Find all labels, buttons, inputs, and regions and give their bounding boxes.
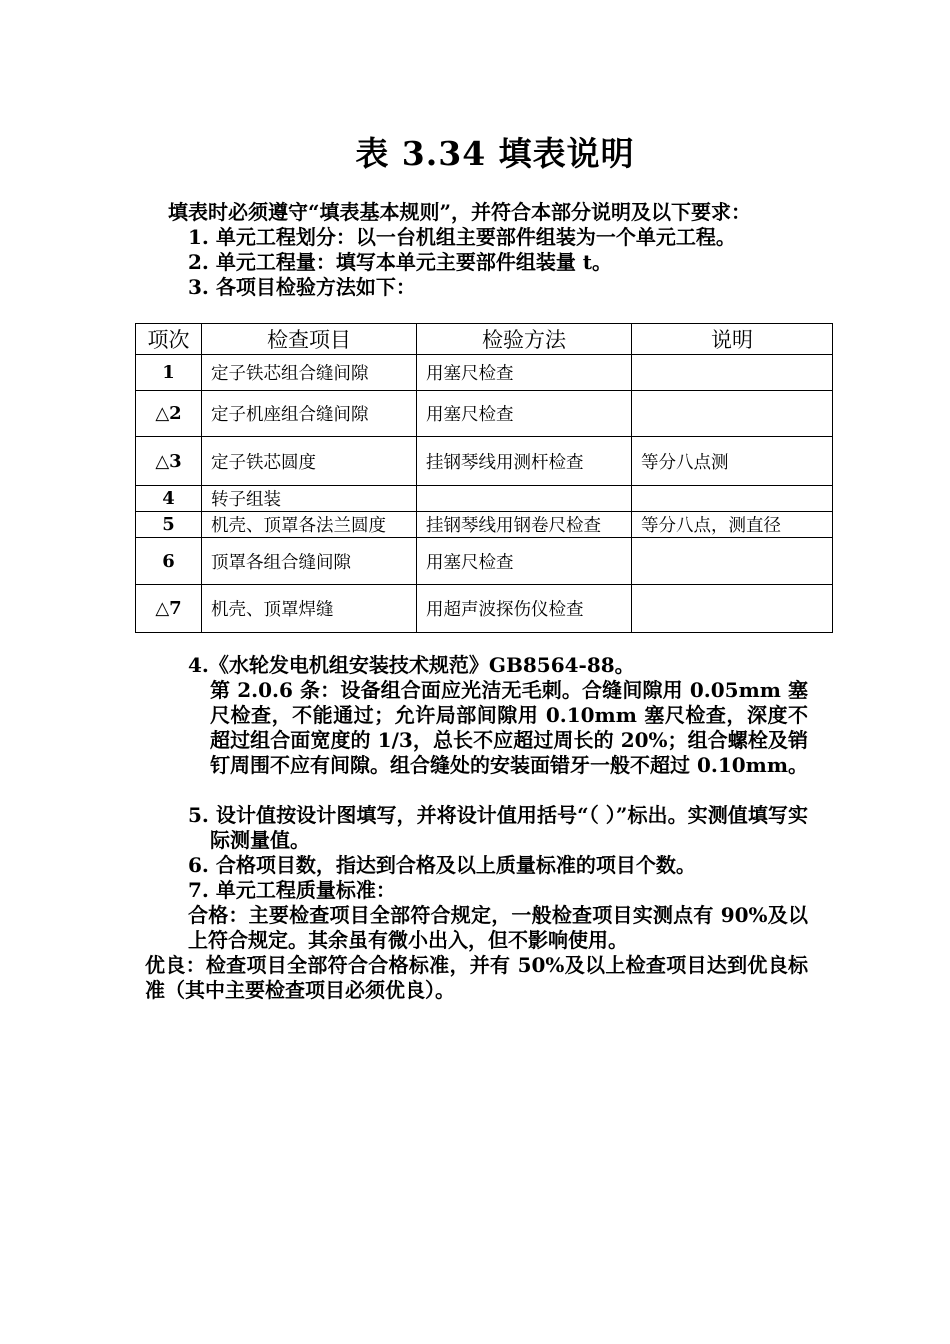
table-row xyxy=(136,355,833,391)
table-row xyxy=(136,585,833,633)
inspection-method-table xyxy=(135,323,833,633)
row-no: △2 xyxy=(136,391,202,437)
row-method: 用塞尺检查 xyxy=(417,391,632,437)
item-3: 3. 各项目检验方法如下： xyxy=(188,275,416,299)
table-row xyxy=(136,538,833,585)
header-no: 项次 xyxy=(136,324,202,355)
row-no: △7 xyxy=(136,585,202,633)
row-item: 机壳、顶罩各法兰圆度 xyxy=(202,512,417,538)
qualified-standard: 合格：主要检查项目全部符合规定，一般检查项目实测点有 90%及以上符合规定。其余虽有微小出入，但不影响使用。 xyxy=(188,903,808,952)
row-note xyxy=(632,486,833,512)
row-method xyxy=(417,486,632,512)
row-note: 等分八点测 xyxy=(632,437,833,486)
row-no: 5 xyxy=(136,512,202,538)
page-title: 表 3.34 填表说明 xyxy=(355,134,635,173)
item-4-body: 第 2.0.6 条：设备组合面应光洁无毛刺。合缝间隙用 0.05mm 塞尺检查，不能通过；允许局部间隙用 0.10mm 塞尺检查，深度不超过组合面宽度的 1/3，总长不应超过周长的 20%；组合螺栓及销钉周围不应有间隙。组合缝处的安装面错牙一般不超过 0.10mm。 xyxy=(210,678,808,777)
item-4-heading: 4.《水轮发电机组安装技术规范》GB8564-88。 xyxy=(188,653,635,677)
row-method: 挂钢琴线用钢卷尺检查 xyxy=(417,512,632,538)
row-method: 用超声波探伤仪检查 xyxy=(417,585,632,633)
header-note: 说明 xyxy=(632,324,833,355)
row-item: 机壳、顶罩焊缝 xyxy=(202,585,417,633)
row-no: 6 xyxy=(136,538,202,585)
item-1: 1. 单元工程划分：以一台机组主要部件组装为一个单元工程。 xyxy=(188,225,736,249)
row-item: 顶罩各组合缝间隙 xyxy=(202,538,417,585)
row-method: 挂钢琴线用测杆检查 xyxy=(417,437,632,486)
row-no: △3 xyxy=(136,437,202,486)
row-no: 1 xyxy=(136,355,202,391)
row-item: 定子铁芯组合缝间隙 xyxy=(202,355,417,391)
table-row xyxy=(136,486,833,512)
row-note xyxy=(632,538,833,585)
row-note xyxy=(632,585,833,633)
excellent-standard: 优良：检查项目全部符合合格标准，并有 50%及以上检查项目达到优良标准（其中主要检查项目必须优良）。 xyxy=(145,953,808,1002)
row-method: 用塞尺检查 xyxy=(417,355,632,391)
intro-text: 填表时必须遵守“填表基本规则”，并符合本部分说明及以下要求： xyxy=(168,200,752,224)
row-item: 转子组装 xyxy=(202,486,417,512)
header-method: 检验方法 xyxy=(417,324,632,355)
item-2: 2. 单元工程量：填写本单元主要部件组装量 t。 xyxy=(188,250,613,274)
table-header-row xyxy=(136,324,833,355)
item-5: 5. 设计值按设计图填写，并将设计值用括号“（ ）”标出。实测值填写实际测量值。 xyxy=(188,803,808,852)
row-method: 用塞尺检查 xyxy=(417,538,632,585)
item-7-heading: 7. 单元工程质量标准： xyxy=(188,878,396,902)
row-no: 4 xyxy=(136,486,202,512)
table-row xyxy=(136,437,833,486)
row-note: 等分八点，测直径 xyxy=(632,512,833,538)
row-note xyxy=(632,391,833,437)
row-note xyxy=(632,355,833,391)
item-6: 6. 合格项目数，指达到合格及以上质量标准的项目个数。 xyxy=(188,853,696,877)
table-row xyxy=(136,391,833,437)
header-item: 检查项目 xyxy=(202,324,417,355)
row-item: 定子机座组合缝间隙 xyxy=(202,391,417,437)
row-item: 定子铁芯圆度 xyxy=(202,437,417,486)
table-row xyxy=(136,512,833,538)
